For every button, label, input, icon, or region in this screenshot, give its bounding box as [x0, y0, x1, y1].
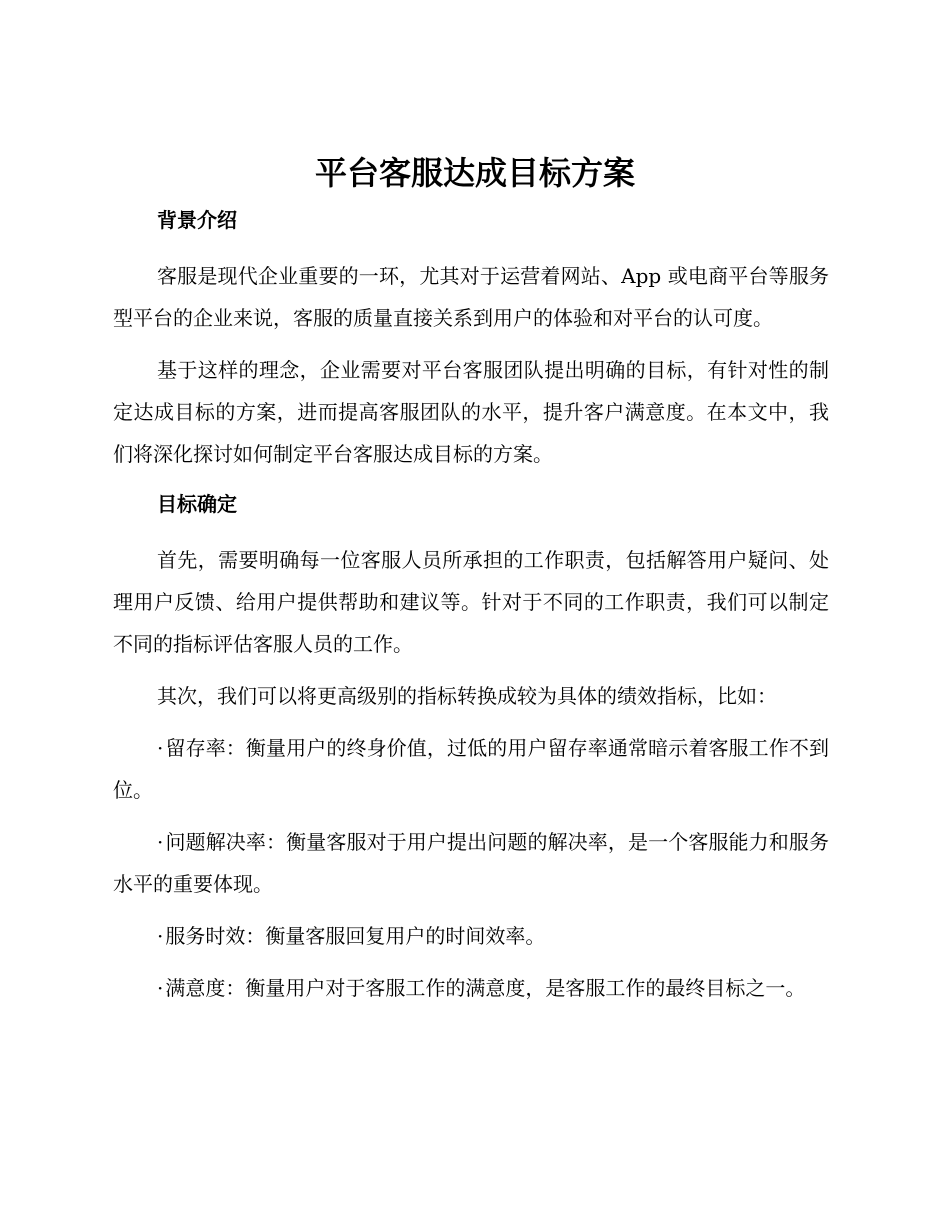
document-body: [113, 205, 829, 1019]
bullet-marker: ·: [157, 736, 164, 760]
bullet-text: 留存率：衡量用户的终身价值，过低的用户留存率通常暗示着客服工作不到位。: [113, 736, 829, 802]
bullet-item: [113, 915, 829, 957]
bullet-text: 服务时效：衡量客服回复用户的时间效率。: [165, 924, 546, 948]
bullet-marker: ·: [157, 830, 164, 854]
document-title: 平台客服达成目标方案: [314, 154, 635, 192]
bullet-item: [113, 967, 829, 1009]
section-heading-background: 背景介绍: [157, 208, 237, 232]
bullet-marker: ·: [157, 976, 164, 1000]
paragraph: 首先，需要明确每一位客服人员所承担的工作职责，包括解答用户疑问、处理用户反馈、给用户提供帮助和建议等。针对于不同的工作职责，我们可以制定不同的指标评估客服人员的工作。: [113, 548, 829, 656]
bullet-marker: ·: [157, 924, 164, 948]
bullet-text: 满意度：衡量用户对于客服工作的满意度，是客服工作的最终目标之一。: [165, 976, 806, 1000]
bullet-item: [113, 821, 829, 905]
paragraph: 基于这样的理念，企业需要对平台客服团队提出明确的目标，有针对性的制定达成目标的方案，进而提高客服团队的水平，提升客户满意度。在本文中，我们将深化探讨如何制定平台客服达成目标的方案。: [113, 358, 829, 466]
bullet-item: [113, 727, 829, 811]
paragraph: 其次，我们可以将更高级别的指标转换成较为具体的绩效指标，比如：: [157, 684, 777, 708]
section-heading-goals: 目标确定: [157, 492, 237, 516]
bullet-text: 问题解决率：衡量客服对于用户提出问题的解决率，是一个客服能力和服务水平的重要体现。: [113, 830, 829, 896]
paragraph: 客服是现代企业重要的一环，尤其对于运营着网站、App 或电商平台等服务型平台的企业来说，客服的质量直接关系到用户的体验和对平台的认可度。: [113, 264, 829, 330]
